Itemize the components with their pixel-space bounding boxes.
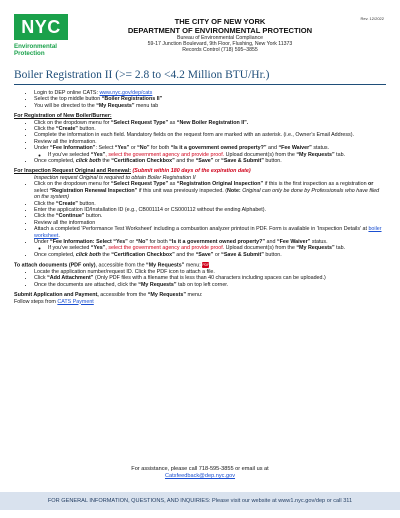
text: the bbox=[100, 158, 112, 165]
city-name: THE CITY OF NEW YORK bbox=[174, 17, 266, 26]
list-item: • Review all the information. bbox=[34, 139, 386, 145]
text: “Save & Submit” bbox=[221, 251, 264, 258]
text: “Select Request Type” bbox=[110, 119, 169, 126]
text: Select the top middle button bbox=[34, 96, 102, 103]
pdf-icon[interactable]: PDF bbox=[202, 263, 210, 268]
text: “Yes” bbox=[90, 151, 106, 158]
text: Click the bbox=[34, 126, 56, 133]
text: as bbox=[168, 119, 177, 126]
text: “Certification Checkbox” bbox=[111, 158, 175, 165]
text: “Fee Waiver” bbox=[276, 238, 311, 245]
logo-subtitle-line2: Protection bbox=[14, 50, 45, 57]
bureau-name: Bureau of Environmental Compliance bbox=[177, 35, 263, 41]
text: Click on the dropdown menu for bbox=[34, 181, 111, 188]
text: or bbox=[129, 145, 138, 152]
text: and the bbox=[174, 251, 196, 258]
text: status. bbox=[311, 145, 330, 152]
text: Under bbox=[34, 238, 51, 245]
text: if this is the first inspection as a registration bbox=[263, 181, 369, 188]
text: “Yes” bbox=[114, 145, 130, 152]
inspection-note: Inspection request Original is required to obtain Boiler Registration II bbox=[34, 174, 196, 181]
attach-list bbox=[14, 269, 386, 288]
text: Click bbox=[34, 275, 48, 282]
text: menu tab bbox=[134, 102, 159, 109]
revision-date: Rev. 12/2022 bbox=[360, 16, 384, 21]
text: if this unit was previously inspected. ( bbox=[137, 187, 228, 194]
text: “Select Request Type” bbox=[110, 181, 169, 188]
text: “Continue” bbox=[55, 213, 85, 220]
text: , select the government agency and provide proof. bbox=[105, 151, 225, 158]
address: 59-17 Junction Boulevard, 9th Floor, Flushing, New York 11373 bbox=[147, 41, 293, 48]
text: menu: bbox=[184, 262, 201, 269]
records-phone: Records Control (718) 595–3855 bbox=[182, 47, 258, 54]
text: button. bbox=[263, 251, 282, 258]
new-boiler-list bbox=[14, 120, 386, 165]
logo-subtitle-line1: Environmental bbox=[14, 43, 57, 50]
section-heading-new-boiler: For Registration of New Boiler/Burner: bbox=[14, 113, 112, 120]
text: “Yes” bbox=[90, 245, 106, 252]
text: “Add Attachment” bbox=[47, 275, 94, 282]
cats-link[interactable]: www.nyc.gov/dep/cats bbox=[99, 90, 153, 96]
text: “My Requests” bbox=[96, 102, 135, 109]
text: “Save” bbox=[195, 158, 214, 165]
text: “My Requests” bbox=[296, 245, 335, 252]
text: For Inspection Request Original and Renewal: bbox=[14, 168, 131, 175]
text: or bbox=[127, 238, 136, 245]
text: button. bbox=[263, 158, 282, 165]
text: Under bbox=[34, 145, 51, 152]
department-name: DEPARTMENT OF ENVIRONMENTAL PROTECTION bbox=[127, 26, 313, 35]
page-title: Boiler Registration II (>= 2.8 to <4.2 Million BTU/Hr.) bbox=[14, 69, 270, 81]
text: “No” bbox=[137, 145, 150, 152]
text: for both bbox=[148, 238, 170, 245]
text: tab. bbox=[334, 245, 346, 252]
text: Attach a completed ‘Performance Test Worksheet’ including a combustion analyzer printout in PDF. Form is available in ‘Inspection Details’ at bbox=[34, 226, 369, 233]
agency-header bbox=[80, 17, 360, 54]
title-divider bbox=[14, 84, 386, 85]
logo-subtitle bbox=[14, 43, 57, 57]
inspection-list bbox=[14, 181, 386, 258]
text: or bbox=[368, 181, 374, 188]
list-item bbox=[34, 226, 386, 239]
text: for both bbox=[149, 145, 171, 152]
text: Once completed, bbox=[34, 158, 76, 165]
text: . bbox=[58, 232, 60, 239]
text: status. bbox=[310, 238, 328, 245]
text: : Select bbox=[95, 145, 115, 152]
text: “New Boiler Registration II”. bbox=[176, 119, 249, 126]
footer-banner: FOR GENERAL INFORMATION, QUESTIONS, AND INQUIRIES: Please visit our website at www1.nyc.gov/dep or call 311 bbox=[0, 492, 400, 510]
payment-steps bbox=[14, 299, 386, 305]
text: “Fee Information” bbox=[50, 145, 96, 152]
text: (Only PDF files with a filename that is less than 40 characters including spaces can be uploaded.) bbox=[93, 275, 326, 282]
text: select bbox=[34, 187, 50, 194]
text: “Registration Renewal Inspection” bbox=[49, 187, 138, 194]
text: and bbox=[266, 145, 279, 152]
text: click both bbox=[75, 251, 101, 258]
text: Click the bbox=[34, 200, 56, 207]
intro-list bbox=[14, 90, 386, 109]
text: “Registration Original Inspection” bbox=[176, 181, 264, 188]
text: Follow steps from bbox=[14, 298, 58, 305]
text: Upload document(s) from the bbox=[224, 151, 297, 158]
text: , accessible from the bbox=[95, 262, 147, 269]
text: “Is it a government owned property?” bbox=[170, 145, 267, 152]
list-item: • Complete the information in each field. Mandatory fields on the request form are marked with an asterisk. (i.e., Owner’s Email Address). bbox=[34, 132, 386, 138]
text: “Create” bbox=[55, 126, 78, 133]
text: button. bbox=[84, 213, 103, 220]
text: Original can only be done by Professionals who have filed on the system) bbox=[34, 187, 380, 201]
text: “My Requests” bbox=[146, 262, 185, 269]
text: “My Requests” bbox=[147, 292, 187, 299]
text: “Is it a government owned property?” bbox=[169, 238, 266, 245]
text: or bbox=[213, 158, 222, 165]
instructions-body bbox=[14, 90, 386, 305]
text: “My Requests” bbox=[138, 281, 177, 288]
list-item bbox=[34, 145, 386, 158]
text: or bbox=[213, 251, 222, 258]
text: (Submit within 180 days of the expiration date) bbox=[132, 168, 251, 175]
text: “My Requests” bbox=[296, 151, 335, 158]
text: If you’ve selected bbox=[48, 245, 91, 252]
text: Submit Application and Payment, bbox=[14, 292, 99, 299]
list-item bbox=[34, 239, 386, 252]
text: “Create” bbox=[55, 200, 78, 207]
list-item: • Locate the application number/request ID. Click the PDF icon to attach a file. bbox=[34, 269, 386, 275]
feedback-email-link[interactable]: Catsfeedback@dep.nyc.gov bbox=[164, 473, 236, 479]
text: accessible from the bbox=[98, 292, 148, 299]
nyc-logo: NYC bbox=[14, 14, 68, 40]
list-item: • Review all the information bbox=[34, 220, 386, 226]
text: “Fee Information: Select “Yes” bbox=[50, 238, 128, 245]
text: “No” bbox=[135, 238, 149, 245]
text: “Fee Waiver” bbox=[278, 145, 312, 152]
text: the bbox=[100, 251, 112, 258]
text: tab. bbox=[334, 151, 346, 158]
text: tab on top left corner. bbox=[176, 281, 229, 288]
text: “Save” bbox=[195, 251, 214, 258]
text: Click on the dropdown menu for bbox=[34, 119, 111, 126]
text: click both bbox=[75, 158, 101, 165]
text: “Certification Checkbox” bbox=[111, 251, 175, 258]
list-item: • Enter the application ID/Installation ID (e.g., CB001114 or CS000112 without the ending Alphabet). bbox=[34, 207, 386, 213]
text: Upload document(s) from the bbox=[224, 245, 297, 252]
assistance-text: For assistance, please call 718-595-3855 or email us at bbox=[131, 466, 269, 472]
list-item bbox=[34, 181, 386, 200]
text: “Boiler Registrations II” bbox=[101, 96, 163, 103]
text: “Save & Submit” bbox=[221, 158, 264, 165]
text: as bbox=[168, 181, 177, 188]
text: If you’ve selected bbox=[48, 151, 91, 158]
assistance-contact bbox=[0, 466, 400, 480]
text: Login to DEP online CATS: bbox=[34, 90, 100, 96]
text: To attach documents (PDF only) bbox=[14, 262, 96, 269]
text: menu: bbox=[186, 292, 203, 299]
text: , select the government agency and provide proof. bbox=[105, 245, 225, 252]
text: and bbox=[265, 238, 277, 245]
text: Click the bbox=[34, 213, 56, 220]
text: and the bbox=[174, 158, 196, 165]
boiler-worksheet-link[interactable]: boiler worksheet bbox=[34, 226, 382, 239]
text: Note: bbox=[227, 187, 241, 194]
text: Once completed, bbox=[34, 251, 76, 258]
attach-heading bbox=[14, 262, 386, 269]
cats-payment-link[interactable]: CATS Payment bbox=[57, 298, 94, 305]
text: button. bbox=[77, 200, 96, 207]
text: You will be directed to the bbox=[34, 102, 97, 109]
text: button. bbox=[77, 126, 96, 133]
text: Once the documents are attached, click the bbox=[34, 281, 139, 288]
